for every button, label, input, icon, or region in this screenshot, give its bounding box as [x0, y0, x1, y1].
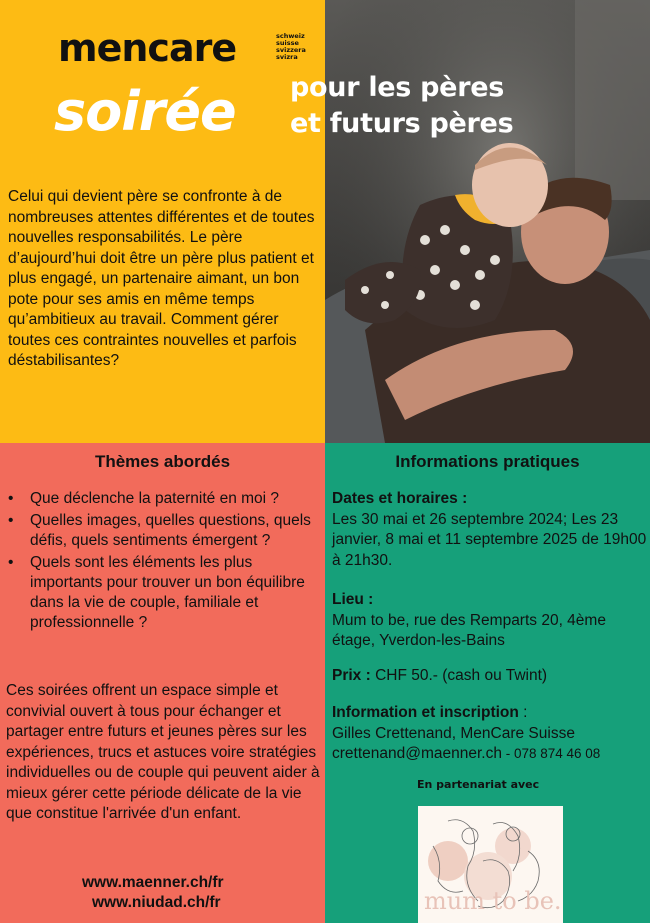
inscription-label: Information et inscription: [332, 704, 519, 721]
themes-paragraph: Ces soirées offrent un espace simple et convivial ouvert à tous pour échanger et partager entre futurs et jeunes pères sur les expériences, trucs et astuces voire stratégies individuelles ou de couple qui peuvent aider à mieux gérer cette période délicate de la vie que constitue l'arrivée d'un enfant.: [6, 682, 320, 822]
prix-block: [332, 666, 648, 687]
prix-text: CHF 50.- (cash ou Twint): [370, 667, 548, 684]
mencare-logo: mencare: [58, 26, 237, 70]
lieu-text: Mum to be, rue des Remparts 20, 4ème étage, Yverdon-les-Bains: [332, 611, 606, 649]
tagline-line-1: pour les pères: [290, 72, 504, 103]
intro-text: Celui qui devient père se confronte à de nombreuses attentes différentes et de toutes nouvelles responsabilités. Le père d’aujourd’hui doit être un père plus patient et plus engagé, un partenaire aimant, un bon pote pour ses amis en même temps qu’ambitieux au travail. Comment gérer toutes ces contraintes nouvelles et parfois déstabilisantes?: [8, 188, 315, 369]
lieu-label: Lieu :: [332, 591, 374, 608]
lieu-block: [332, 590, 648, 652]
father-baby-photo: [325, 0, 650, 443]
info-heading: Informations pratiques: [395, 452, 580, 471]
link-maenner[interactable]: www.maenner.ch/fr: [82, 874, 224, 891]
dates-text: Les 30 mai et 26 septembre 2024; Les 23 janvier, 8 mai et 11 septembre 2025 de 19h00 à 21h30.: [332, 510, 647, 569]
link-niudad[interactable]: www.niudad.ch/fr: [92, 894, 221, 911]
contact-name: Gilles Crettenand, MenCare Suisse: [332, 724, 575, 742]
contact-email[interactable]: crettenand@maenner.ch: [332, 745, 502, 762]
tagline-line-2: et futurs pères: [290, 108, 514, 139]
partner-label: En partenariat avec: [417, 778, 540, 791]
themes-list: [8, 489, 318, 635]
partner-name: mum to be.: [424, 887, 562, 915]
theme-item: • Quels sont les éléments les plus importants pour trouver un bon équilibre dans la vie de couple, familiale et professionnelle ?: [8, 553, 318, 633]
event-title: soirée: [54, 80, 236, 143]
themes-heading: Thèmes abordés: [94, 452, 231, 471]
inscription-block: Information et inscription : Gilles Crettenand, MenCare Suisse crettenand@maenner.ch - 078 874 46 08: [332, 704, 601, 762]
prix-label: Prix :: [332, 667, 371, 684]
theme-item: • Quelles images, quelles questions, quels défis, quels sentiments émergent ?: [8, 511, 318, 551]
photo-illustration: [325, 0, 650, 443]
mencare-logo-languages: schweiz suisse svizzera svizra: [276, 32, 306, 61]
dates-label: Dates et horaires :: [332, 490, 468, 507]
theme-item: • Que déclenche la paternité en moi ?: [8, 489, 318, 509]
dates-block: [332, 489, 648, 571]
contact-phone: - 078 874 46 08: [501, 746, 601, 761]
partner-logo: [418, 806, 563, 923]
